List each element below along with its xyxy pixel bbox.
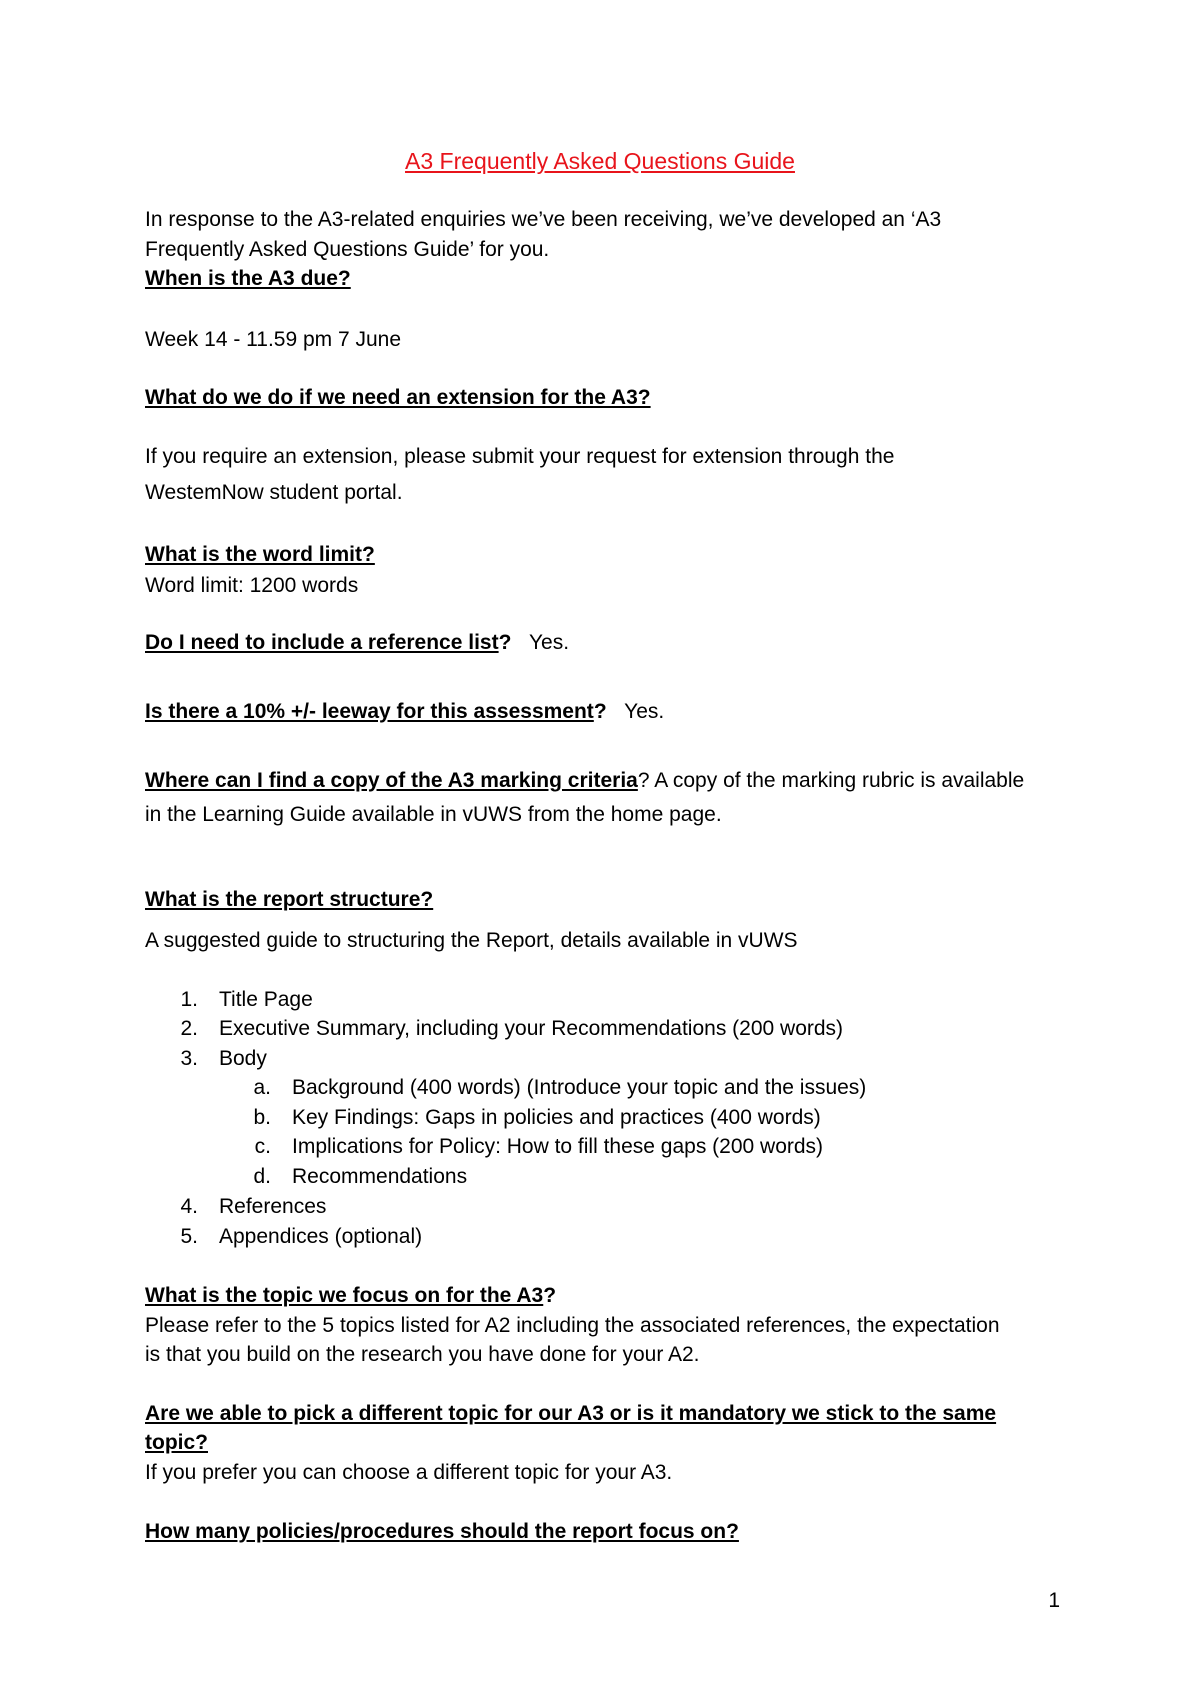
question-due-date: When is the A3 due?: [145, 267, 351, 290]
list-item-text: Executive Summary, including your Recommendations (200 words): [219, 1017, 844, 1040]
question-different-topic-line-1: Are we able to pick a different topic for our A3 or is it mandatory we stick to the same: [145, 1402, 997, 1425]
intro-line-2: Frequently Asked Questions Guide’ for you.: [145, 238, 550, 261]
list-marker: 1.: [180, 988, 198, 1011]
list-item-text: Body: [219, 1047, 267, 1070]
list-item-text: Background (400 words) (Introduce your topic and the issues): [292, 1076, 867, 1099]
question-reference-list: Do I need to include a reference list: [145, 631, 499, 654]
question-leeway: Is there a 10% +/- leeway for this assessment: [145, 700, 594, 723]
answer-marking-criteria-line-2: in the Learning Guide available in vUWS from the home page.: [145, 803, 722, 826]
answer-due-date: Week 14 - 11.59 pm 7 June: [145, 328, 402, 351]
list-marker: a.: [253, 1076, 271, 1099]
question-mark-leeway: ?: [593, 700, 607, 723]
list-marker: d.: [253, 1165, 271, 1188]
answer-marking-criteria-line-1: ? A copy of the marking rubric is available: [637, 769, 1025, 792]
list-item-text: Key Findings: Gaps in policies and practices (400 words): [292, 1106, 821, 1129]
list-marker: b.: [253, 1106, 271, 1129]
faq-topic: [145, 1281, 556, 1311]
question-mark-reference-list: ?: [498, 631, 512, 654]
list-item-text: Recommendations: [292, 1165, 468, 1188]
answer-topic-line-1: Please refer to the 5 topics listed for A2 including the associated references, the expectation: [145, 1314, 1000, 1337]
question-report-structure: What is the report structure?: [145, 888, 434, 911]
answer-report-structure: A suggested guide to structuring the Report, details available in vUWS: [145, 929, 798, 952]
answer-extension-line-1: If you require an extension, please submit your request for extension through the: [145, 445, 895, 468]
list-item-text: Appendices (optional): [219, 1225, 423, 1248]
list-marker: 4.: [180, 1195, 198, 1218]
question-word-limit: What is the word limit?: [145, 543, 375, 566]
faq-marking-criteria: [145, 766, 1024, 796]
answer-reference-list: Yes.: [528, 631, 570, 654]
page-title: A3 Frequently Asked Questions Guide: [405, 148, 795, 174]
question-policies: How many policies/procedures should the report focus on?: [145, 1520, 739, 1543]
list-item-text: References: [219, 1195, 327, 1218]
question-extension: What do we do if we need an extension for the A3?: [145, 386, 651, 409]
list-marker: c.: [254, 1135, 271, 1158]
answer-topic-line-2: is that you build on the research you have done for your A2.: [145, 1343, 700, 1366]
intro-line-1: In response to the A3-related enquiries we’ve been receiving, we’ve developed an ‘A3: [145, 208, 942, 231]
list-item-text: Title Page: [219, 988, 313, 1011]
answer-leeway: Yes.: [624, 700, 665, 723]
answer-word-limit: Word limit: 1200 words: [145, 574, 359, 597]
list-marker: 2.: [180, 1017, 198, 1040]
list-marker: 3.: [180, 1047, 198, 1070]
list-marker: 5.: [180, 1225, 198, 1248]
question-mark-topic: ?: [543, 1284, 557, 1307]
page-number: 1: [1048, 1589, 1060, 1612]
question-topic: What is the topic we focus on for the A3: [145, 1284, 544, 1307]
question-different-topic-line-2: topic?: [145, 1431, 208, 1454]
question-marking-criteria: Where can I find a copy of the A3 marking criteria: [145, 769, 638, 792]
list-item-text: Implications for Policy: How to fill these gaps (200 words): [292, 1135, 824, 1158]
faq-leeway: [145, 697, 664, 727]
faq-reference-list: [145, 628, 569, 658]
answer-different-topic: If you prefer you can choose a different topic for your A3.: [145, 1461, 673, 1484]
answer-extension-line-2: WestemNow student portal.: [145, 481, 403, 504]
